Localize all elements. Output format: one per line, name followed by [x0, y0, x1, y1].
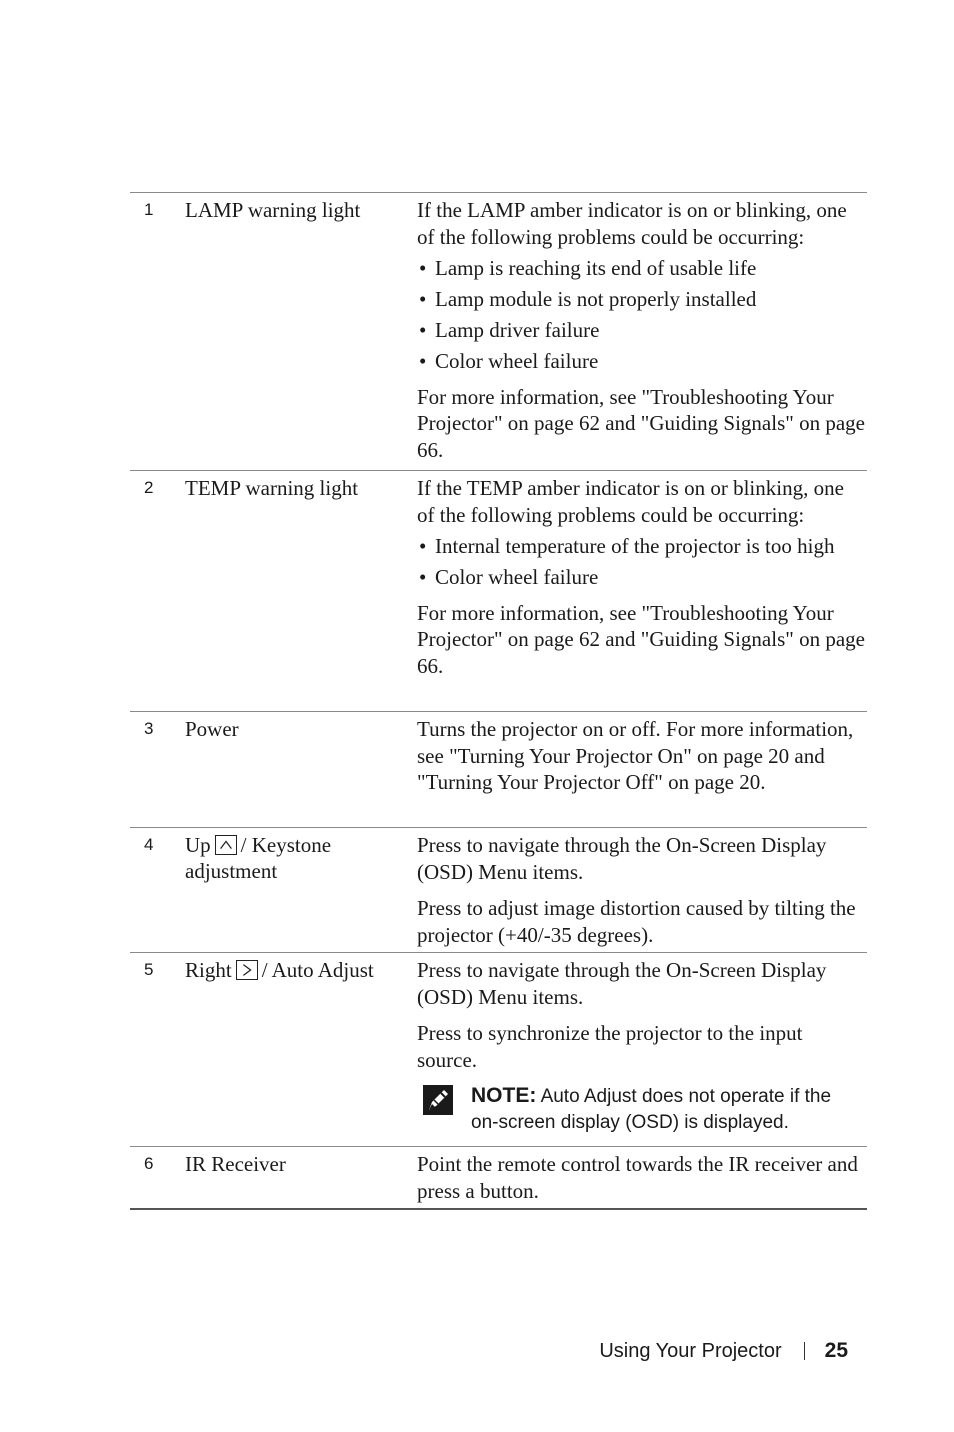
table-row	[130, 193, 867, 471]
indicator-table	[130, 192, 867, 1210]
page-number: 25	[824, 1339, 848, 1362]
row-label: Power	[185, 717, 239, 741]
pencil-note-icon	[423, 1085, 453, 1115]
list-item: • Color wheel failure	[419, 349, 599, 373]
row-label: IR Receiver	[185, 1152, 286, 1176]
row-description	[417, 193, 865, 468]
row-number: 5	[144, 960, 154, 979]
row-label: TEMP warning light	[185, 476, 359, 500]
description-more-info: For more information, see "Troubleshooting Your Projector" on page 62 and "Guiding Signals" on page 66.	[417, 384, 865, 462]
description-intro: If the TEMP amber indicator is on or blinking, one of the following problems could be occurring:	[417, 476, 844, 527]
table-row	[130, 471, 867, 712]
label-function: / Auto Adjust	[261, 958, 374, 982]
note-body: does not operate if the on-screen display (OSD) is displayed.	[471, 1086, 832, 1133]
description-text: Turns the projector on or off. For more information, see "Turning Your Projector On" on page 20 and "Turning Your Projector Off" on page 20.	[417, 717, 854, 794]
row-number: 3	[144, 719, 154, 738]
row-description	[417, 1147, 865, 1209]
description-more-info: For more information, see "Troubleshooting Your Projector" on page 62 and "Guiding Signals" on page 66.	[417, 600, 865, 678]
right-arrow-key-icon	[236, 960, 258, 980]
row-number: 2	[144, 478, 154, 497]
section-title: Using Your Projector	[599, 1340, 782, 1362]
row-description	[417, 471, 865, 684]
note-callout	[417, 1083, 865, 1136]
description-intro: If the LAMP amber indicator is on or blinking, one of the following problems could be occurring:	[417, 198, 847, 249]
note-term: Auto Adjust	[540, 1086, 637, 1107]
table-row	[130, 953, 867, 1147]
list-item: • Internal temperature of the projector is too high	[419, 534, 835, 558]
list-item: • Lamp is reaching its end of usable life	[419, 256, 757, 280]
description-text: Press to synchronize the projector to the input source.	[417, 1021, 803, 1072]
page-footer	[599, 1337, 848, 1365]
description-text: Point the remote control towards the IR receiver and press a button.	[417, 1152, 858, 1203]
row-number: 6	[144, 1154, 154, 1173]
list-item: • Lamp module is not properly installed	[419, 287, 757, 311]
row-number: 1	[144, 200, 154, 219]
list-item: • Color wheel failure	[419, 565, 599, 589]
note-heading: NOTE:	[471, 1084, 537, 1107]
label-key-name: Right	[185, 958, 232, 982]
footer-divider	[804, 1342, 805, 1360]
row-label	[185, 957, 410, 983]
bullet-list	[417, 255, 865, 375]
up-arrow-key-icon	[215, 835, 237, 855]
row-description	[417, 712, 865, 801]
row-label: LAMP warning light	[185, 198, 361, 222]
table-row	[130, 828, 867, 953]
description-text: Press to navigate through the On-Screen Display (OSD) Menu items.	[417, 958, 827, 1009]
description-text: Press to navigate through the On-Screen Display (OSD) Menu items.	[417, 833, 827, 884]
table-row	[130, 712, 867, 828]
label-key-name: Up	[185, 833, 211, 857]
row-description	[417, 828, 865, 953]
row-description	[417, 953, 865, 1141]
list-item: • Lamp driver failure	[419, 318, 600, 342]
description-text: Press to adjust image distortion caused by tilting the projector (+40/-35 degrees).	[417, 896, 856, 947]
label-function: / Keystone adjustment	[185, 833, 332, 883]
bullet-list	[417, 533, 865, 591]
table-row	[130, 1147, 867, 1210]
row-label	[185, 832, 410, 884]
row-number: 4	[144, 835, 154, 854]
